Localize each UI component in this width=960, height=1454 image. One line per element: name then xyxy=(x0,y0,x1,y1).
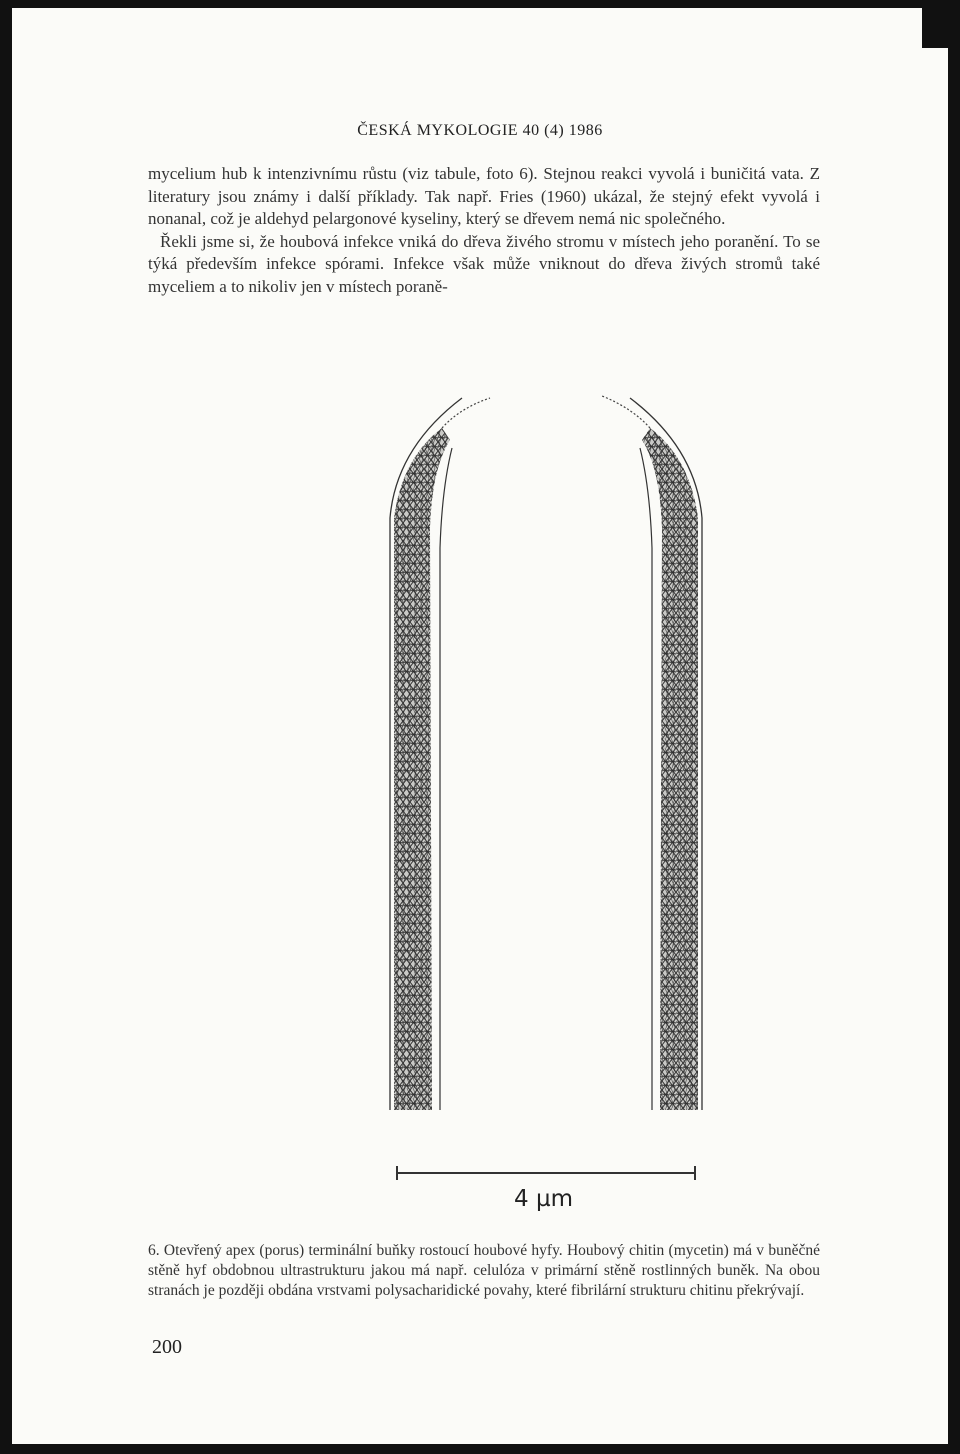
body-text xyxy=(148,163,820,298)
page-number: 200 xyxy=(152,1336,182,1358)
right-tip-fibrils xyxy=(602,396,650,428)
scale-bar-tick-left xyxy=(396,1166,398,1180)
right-inner-line xyxy=(640,448,652,1110)
right-wall-overlay xyxy=(642,428,698,1110)
scale-bar-tick-right xyxy=(694,1166,696,1180)
running-header: ČESKÁ MYKOLOGIE 40 (4) 1986 xyxy=(357,122,603,139)
scan-corner xyxy=(922,8,948,48)
paragraph-2: Řekli jsme si, že houbová infekce vniká do dřeva živého stromu v místech jeho poranění. To se týká především infekce spórami. Infekce však může vniknout do dřeva živých stromů také myceliem a to nikoliv jen v místech poraně- xyxy=(148,231,820,296)
scale-bar-line xyxy=(396,1172,696,1174)
left-wall-overlay xyxy=(394,428,450,1110)
scale-label: 4 µm xyxy=(514,1186,573,1212)
left-inner-line xyxy=(440,448,452,1110)
hypha-apex-drawing xyxy=(382,388,712,1118)
scale-bar xyxy=(396,1166,696,1180)
left-tip-fibrils xyxy=(442,398,490,428)
paragraph-1: mycelium hub k intenzivnímu růstu (viz tabule, foto 6). Stejnou reakci vyvolá i buničitá vata. Z literatury jsou známy i další příklady. Tak např. Fries (1960) ukázal, že stejný efekt vyvolá i nonanal, což je aldehyd pelargonové kyseliny, který se dřevem nemá nic společného. xyxy=(148,164,820,228)
figure-caption: 6. Otevřený apex (porus) terminální buňky rostoucí houbové hyfy. Houbový chitin (mycetin) má v buněčné stěně hyf obdobnou ultrastrukturu jakou má např. celulóza v primární stěně rostlinných buněk. Na obou stranách je později obdána vrstvami polysacharidické povahy, které fibrilární strukturu chitinu překrývají. xyxy=(148,1242,820,1299)
journal-page xyxy=(12,8,948,1444)
